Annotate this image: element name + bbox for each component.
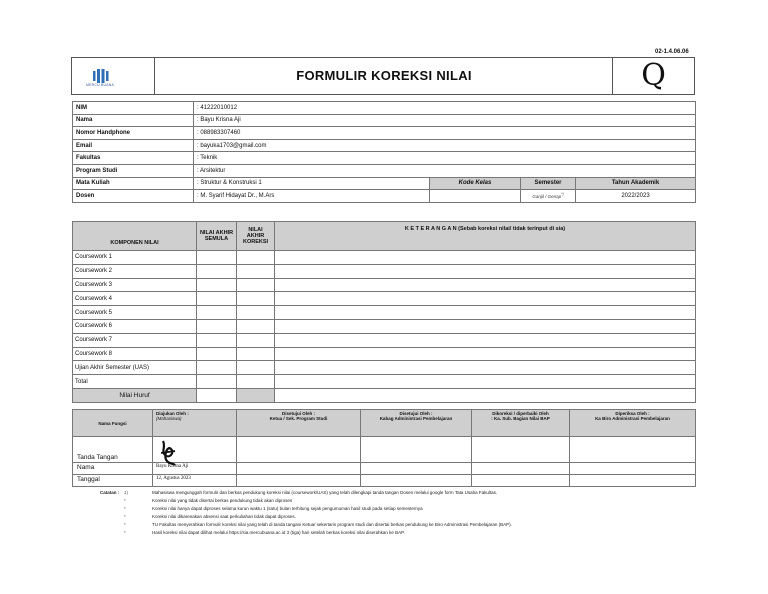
info-value: : bayuka1703@gmail.com (194, 139, 696, 152)
nilai-semula-cell[interactable] (197, 347, 237, 361)
form-title: FORMULIR KOREKSI NILAI (296, 68, 472, 83)
komponen-label: Coursework 5 (73, 306, 197, 320)
info-label: Nama (73, 114, 194, 127)
student-signature (153, 437, 237, 463)
nama-label: Nama (73, 463, 153, 475)
keterangan-cell[interactable] (275, 251, 696, 265)
nilai-huruf-semula[interactable] (197, 388, 237, 402)
info-row-nama (73, 114, 696, 127)
kasubag-signature (472, 437, 570, 463)
diperiksa-header: Diperiksa Oleh : Ka Biro Administrasi Pembelajaran (570, 410, 696, 437)
komponen-label: Coursework 8 (73, 347, 197, 361)
nilai-semula-cell[interactable] (197, 278, 237, 292)
grade-row (73, 333, 696, 347)
grade-header-row (73, 222, 696, 251)
komponen-label: Coursework 2 (73, 264, 197, 278)
keterangan-cell[interactable] (275, 319, 696, 333)
keterangan-cell[interactable] (275, 361, 696, 375)
nilai-koreksi-cell[interactable] (237, 347, 275, 361)
signature-row (73, 437, 696, 463)
tanggal-label: Tanggal (73, 475, 153, 487)
tahun-akademik-header: Tahun Akademik (576, 177, 696, 190)
form-letter: Q (612, 58, 694, 94)
info-row-email (73, 139, 696, 152)
grade-row (73, 347, 696, 361)
tahun-akademik-value: 2022/2023 (576, 190, 696, 203)
info-label: Program Studi (73, 164, 194, 177)
keterangan-cell[interactable] (275, 375, 696, 389)
keterangan-cell[interactable] (275, 278, 696, 292)
info-value: : Bayu Krisna Aji (194, 114, 696, 127)
disetujui-prodi-header: Disetujui Oleh : Ketua / Sek. Program Studi (237, 410, 361, 437)
info-label: Dosen (73, 190, 194, 203)
grade-row (73, 278, 696, 292)
kode-kelas-header: Kode Kelas (430, 177, 521, 190)
nilai-semula-cell[interactable] (197, 333, 237, 347)
info-label: Mata Kuliah (73, 177, 194, 190)
student-name-value: Bayu Krisna Aji (153, 463, 237, 475)
info-label: Nomor Handphone (73, 127, 194, 140)
komponen-label: Coursework 4 (73, 292, 197, 306)
student-info-table (72, 101, 696, 203)
info-row-fakultas (73, 152, 696, 165)
nilai-huruf-keterangan[interactable] (275, 388, 696, 402)
diajukan-header: Diajukan Oleh : (Mahasiswa) (153, 410, 237, 437)
grade-row-huruf (73, 388, 696, 402)
tanda-tangan-label: Tanda Tangan (73, 437, 153, 463)
nilai-koreksi-cell[interactable] (237, 361, 275, 375)
keterangan-cell[interactable] (275, 306, 696, 320)
tanggal-row (73, 475, 696, 487)
nilai-semula-cell[interactable] (197, 251, 237, 265)
semester-header: Semester (521, 177, 576, 190)
info-label: NIM (73, 102, 194, 115)
komponen-label: Coursework 6 (73, 319, 197, 333)
grade-row (73, 251, 696, 265)
info-value: : Struktur & Konstruksi 1 (194, 177, 430, 190)
nilai-koreksi-cell[interactable] (237, 306, 275, 320)
nilai-koreksi-header: NILAI AKHIR KOREKSI (237, 222, 275, 251)
nilai-semula-header: NILAI AKHIR SEMULA (197, 222, 237, 251)
semester-value: Ganjil / Genap*) (521, 190, 576, 203)
grade-row (73, 264, 696, 278)
komponen-label: Coursework 3 (73, 278, 197, 292)
nama-fungsi-header: Nama Fungsi (73, 410, 153, 437)
nilai-huruf-koreksi[interactable] (237, 388, 275, 402)
grade-row (73, 306, 696, 320)
disetujui-kabag-header: Disetujui Oleh : Kabag Administrasi Pembelajaran (361, 410, 472, 437)
tanggal-value: 12, Agustus 2023 (153, 475, 237, 487)
grade-table (72, 221, 696, 403)
komponen-label: Ujian Akhir Semester (UAS) (73, 361, 197, 375)
prodi-signature (237, 437, 361, 463)
keterangan-cell[interactable] (275, 347, 696, 361)
kode-kelas-value (430, 190, 521, 203)
nilai-koreksi-cell[interactable] (237, 251, 275, 265)
info-label: Fakultas (73, 152, 194, 165)
info-value: : 088983307460 (194, 127, 696, 140)
nilai-koreksi-cell[interactable] (237, 319, 275, 333)
info-value: : 41222010012 (194, 102, 696, 115)
form-header (71, 57, 695, 95)
info-row-phone (73, 127, 696, 140)
document-code: 02-1.4.06.06 (655, 49, 689, 55)
keterangan-header: K E T E R A N G A N (Sebab koreksi nilai/ tidak terinput di sia) (275, 222, 696, 251)
info-value: : M. Syarif Hidayat Dr., M.Ars (194, 190, 430, 203)
logo-text: MERCU BUANA (86, 83, 115, 87)
info-row-nim (73, 102, 696, 115)
signature-table (72, 409, 696, 487)
handwritten-signature (157, 439, 181, 467)
keterangan-cell[interactable] (275, 264, 696, 278)
grade-row (73, 375, 696, 389)
kabiro-signature (570, 437, 696, 463)
info-row-matakuliah (73, 177, 696, 190)
nilai-semula-cell[interactable] (197, 319, 237, 333)
notes-label: Catatan : (100, 490, 120, 495)
kabag-signature (361, 437, 472, 463)
nilai-semula-cell[interactable] (197, 361, 237, 375)
university-logo (72, 58, 155, 94)
signature-header-row (73, 410, 696, 437)
dikoreksi-header: Dikoreksi / diperbaiki Oleh : Ka. Sub. Bagian Nilai BAP (472, 410, 570, 437)
nilai-semula-cell[interactable] (197, 306, 237, 320)
komponen-header: KOMPONEN NILAI (73, 222, 197, 251)
grade-row (73, 319, 696, 333)
info-label: Email (73, 139, 194, 152)
info-value: : Arsitektur (194, 164, 696, 177)
info-value: : Teknik (194, 152, 696, 165)
komponen-label: Coursework 1 (73, 251, 197, 265)
nilai-koreksi-cell[interactable] (237, 292, 275, 306)
keterangan-cell[interactable] (275, 333, 696, 347)
nilai-koreksi-cell[interactable] (237, 278, 275, 292)
grade-row (73, 361, 696, 375)
keterangan-cell[interactable] (275, 292, 696, 306)
komponen-label: Total (73, 375, 197, 389)
nilai-huruf-label: Nilai Huruf (73, 388, 197, 402)
komponen-label: Coursework 7 (73, 333, 197, 347)
nilai-semula-cell[interactable] (197, 292, 237, 306)
info-row-dosen (73, 190, 696, 203)
nilai-koreksi-cell[interactable] (237, 333, 275, 347)
nilai-semula-cell[interactable] (197, 264, 237, 278)
nilai-semula-cell[interactable] (197, 375, 237, 389)
nilai-koreksi-cell[interactable] (237, 375, 275, 389)
note-item: Catatan : 1) Mahasiswa mengunggah formulir dan berkas pendukung koreksi nilai (coursework/UAS) yang telah dilengkapi tanda tangan Dosen melalui google form Tata Usaha Fakultas. (100, 490, 498, 495)
info-row-prodi (73, 164, 696, 177)
grade-row (73, 292, 696, 306)
logo-mark-icon (93, 69, 133, 83)
nilai-koreksi-cell[interactable] (237, 264, 275, 278)
